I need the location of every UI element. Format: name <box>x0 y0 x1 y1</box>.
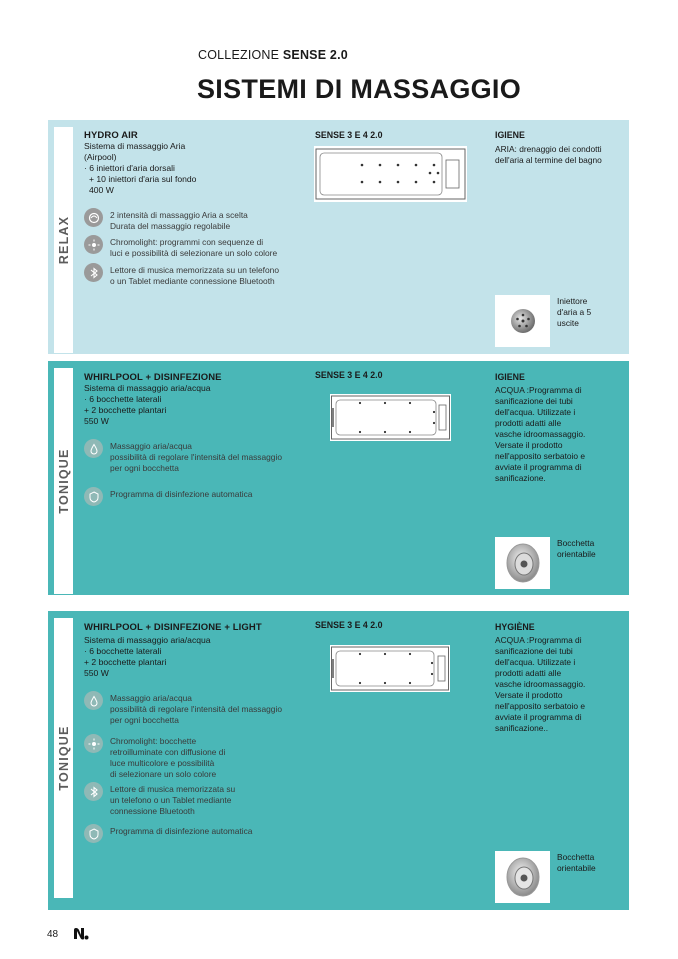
bathtub-diagram <box>330 394 451 441</box>
feature-air-intensity: 2 intensità di massaggio Aria a scelta Durata del massaggio regolabile <box>84 210 248 232</box>
water-massage-icon <box>84 439 103 458</box>
adjustable-nozzle-image <box>495 537 550 589</box>
chromolight-icon <box>84 235 103 254</box>
feature-chromolight: Chromolight: programmi con sequenze di luci e possibilità di selezionare un solo colore <box>84 237 277 259</box>
system-heading: WHIRLPOOL + DISINFEZIONE + LIGHT <box>84 622 262 633</box>
feature-chromolight: Chromolight: bocchette retroilluminate con diffusione di luce multicolore e possibilità di selezionare un solo colore <box>84 736 225 780</box>
chromolight-icon <box>84 734 103 753</box>
hygiene-title: IGIENE <box>495 372 525 382</box>
hygiene-title: HYGIÈNE <box>495 622 535 632</box>
disinfection-icon <box>84 487 103 506</box>
system-description: Sistema di massaggio aria/acqua · 6 bocchette laterali + 2 bocchette plantari 550 W <box>84 635 211 678</box>
feature-bluetooth: Lettore di musica memorizzata su un telefono o un Tablet mediante connessione Bluetooth <box>84 784 235 817</box>
hygiene-text: ACQUA :Programma di sanificazione dei tubi dell'acqua. Utilizzate i prodotti adatti alle vasche idroomassaggio. Versate il prodotto nell'apposito serbatoio e avviate il programma di sanificazione. <box>495 385 586 483</box>
kicker-prefix: COLLEZIONE <box>198 48 280 62</box>
system-heading: HYDRO AIR <box>84 130 138 141</box>
page-title: SISTEMI DI MASSAGGIO <box>197 74 522 104</box>
bluetooth-icon <box>84 263 103 282</box>
bathtub-diagram <box>314 146 467 202</box>
page-number: 48 <box>47 929 59 940</box>
feature-disinfection: Programma di disinfezione automatica <box>84 489 252 506</box>
product-caption: Iniettore d'aria a 5 uscite <box>557 296 592 328</box>
side-label-relax: RELAX <box>54 127 73 353</box>
feature-water-massage: Massaggio aria/acqua possibilità di regolare l'intensità del massaggio per ogni bocchetta <box>84 441 282 474</box>
model-label: SENSE 3 E 4 2.0 <box>315 370 383 380</box>
feature-bluetooth: Lettore di musica memorizzata su un telefono o un Tablet mediante connessione Bluetooth <box>84 265 279 287</box>
water-massage-icon <box>84 691 103 710</box>
model-label: SENSE 3 E 4 2.0 <box>315 620 383 630</box>
product-caption: Bocchetta orientabile <box>557 852 596 873</box>
feature-disinfection: Programma di disinfezione automatica <box>84 826 252 843</box>
system-description: Sistema di massaggio aria/acqua · 6 bocchette laterali + 2 bocchette plantari 550 W <box>84 383 211 426</box>
panel-tonique-whirlpool <box>48 361 629 595</box>
disinfection-icon <box>84 824 103 843</box>
air-injector-image <box>495 295 550 347</box>
hygiene-title: IGIENE <box>495 130 525 140</box>
system-heading: WHIRLPOOL + DISINFEZIONE <box>84 372 222 383</box>
brand-logo-icon <box>73 927 89 945</box>
model-label: SENSE 3 E 4 2.0 <box>315 130 383 140</box>
collection-kicker <box>198 48 348 62</box>
feature-water-massage: Massaggio aria/acqua possibilità di regolare l'intensità del massaggio per ogni bocchetta <box>84 693 282 726</box>
system-description: Sistema di massaggio Aria (Airpool) · 6 iniettori d'aria dorsali + 10 iniettori d'aria sul fondo 400 W <box>84 141 197 195</box>
hygiene-text: ACQUA :Programma di sanificazione dei tubi dell'acqua. Utilizzate i prodotti adatti alle vasche idroomassaggio. Versate il prodotto nell'apposito serbatoio e avviate il programma di sanificazione.. <box>495 635 586 733</box>
panel-relax <box>48 120 629 354</box>
kicker-collection-name: SENSE 2.0 <box>282 48 348 62</box>
product-caption: Bocchetta orientabile <box>557 538 596 559</box>
side-label-tonique: TONIQUE <box>54 368 73 594</box>
adjustable-nozzle-image <box>495 851 550 903</box>
panel-tonique-whirlpool-light <box>48 611 629 910</box>
bathtub-diagram <box>330 645 450 692</box>
hygiene-text: ARIA: drenaggio dei condotti dell'aria al termine del bagno <box>495 144 602 165</box>
air-massage-icon <box>84 208 103 227</box>
bluetooth-icon <box>84 782 103 801</box>
side-label-tonique: TONIQUE <box>54 618 73 898</box>
